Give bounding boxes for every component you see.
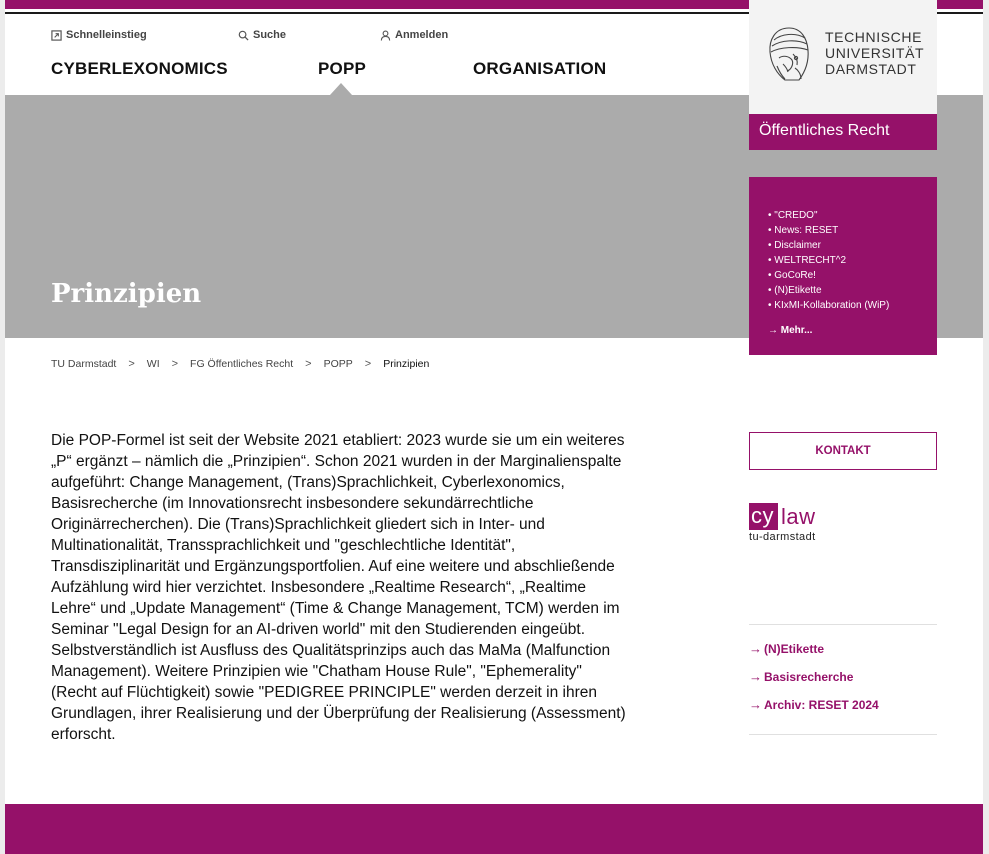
sidebar-links [749, 641, 879, 725]
breadcrumb-separator: > [364, 358, 372, 370]
quick-links-list [768, 208, 937, 313]
footer-bar [5, 804, 983, 854]
breadcrumb-separator: > [171, 358, 179, 370]
tu-logo[interactable] [749, 0, 937, 114]
quick-links-box [749, 177, 937, 355]
breadcrumb-separator: > [128, 358, 135, 370]
arrow-right-icon: → [749, 641, 762, 656]
service-item-label: Suche [253, 29, 287, 41]
breadcrumb [51, 358, 429, 370]
search-icon [238, 30, 249, 41]
cylaw-subtitle: tu-darmstadt [749, 531, 816, 543]
service-item-label: Anmelden [395, 29, 449, 41]
service-item-schnelleinstieg[interactable] [51, 29, 147, 41]
quick-link-kixmi[interactable]: • KIxMI-Kollaboration (WiP) [768, 300, 890, 311]
breadcrumb-item[interactable]: POPP [323, 358, 353, 370]
department-label[interactable]: Öffentliches Recht [749, 114, 937, 150]
quickaccess-icon [51, 30, 62, 41]
service-item-anmelden[interactable] [380, 29, 448, 41]
university-name [825, 29, 924, 77]
arrow-right-icon: → [749, 697, 762, 712]
quick-link-netikette[interactable]: • (N)Etikette [768, 285, 822, 296]
page-title: Prinzipien [51, 279, 202, 309]
sidebar-link-basisrecherche[interactable] [749, 669, 879, 684]
content-paragraph: Die POP-Formel ist seit der Website 2021 etabliert: 2023 wurde sie um ein weiteres „P“ ergänzt – nämlich die „Prinzipien“. Schon 2021 wurden in der Marginalienspalte aufgeführt: Change Management, (Trans)Sprachlichkeit, Cyberlexonomics, Basisrecherche (im Innovationsrecht insbesondere sekundärrechtliche Originärrecherchen). Die (Trans)Sprachlichkeit gliedert sich in Inter- und Multinationalität, Transsprachlichkeit und "geschlechtliche Identität", Transdisziplinarität und Ergänzungsportfolien. Auf eine weitere und abschließende Aufzählung wird hier verzichtet. Insbesondere „Realtime Research“, „Realtime Lehre“ und „Update Management“ (Time & Change Management, TCM) werden im Seminar "Legal Design for an AI-driven world" mit den Studierenden eingeübt. Selbstverständlich ist Ausfluss des Qualitätsprinzips auch das MaMa (Malfunction Management). Weitere Prinzipien wie "Chatham House Rule", "Ephemerality" (Recht auf Flüchtigkeit) sowie "PEDIGREE PRINCIPLE" werden derzeit in ihren Grundlagen, ihrer Realisierung und der Überprüfung der Realisierung (Assessment) erforscht. [51, 432, 626, 743]
sidebar-divider [749, 734, 937, 735]
sidebar-link-label: (N)Etikette [764, 641, 825, 656]
arrow-right-icon: → [749, 669, 762, 684]
sidebar-link-netikette[interactable] [749, 641, 879, 656]
quick-link-weltrecht[interactable]: • WELTRECHT^2 [768, 255, 847, 266]
nav-item-organisation[interactable]: ORGANISATION [473, 59, 607, 78]
university-name-line: DARMSTADT [825, 61, 917, 77]
breadcrumb-item[interactable]: TU Darmstadt [51, 358, 117, 370]
cylaw-cy: cy [749, 503, 778, 530]
cylaw-logo[interactable] [749, 503, 816, 543]
university-name-line: TECHNISCHE [825, 29, 923, 45]
cylaw-law: law [781, 504, 816, 529]
cylaw-mark [749, 503, 816, 530]
nav-item-popp[interactable]: POPP [318, 59, 367, 78]
breadcrumb-separator: > [305, 358, 312, 370]
breadcrumb-current: Prinzipien [383, 358, 430, 370]
sidebar-divider [749, 624, 937, 625]
active-nav-indicator [330, 83, 352, 95]
breadcrumb-item[interactable]: WI [146, 358, 160, 370]
university-name-line: UNIVERSITÄT [825, 45, 925, 61]
service-item-suche[interactable] [238, 29, 286, 41]
sidebar-link-label: Basisrecherche [764, 669, 854, 684]
contact-button[interactable]: KONTAKT [749, 432, 937, 470]
sidebar-link-label: Archiv: RESET 2024 [764, 697, 879, 712]
page [5, 0, 983, 854]
quick-link-disclaimer[interactable]: • Disclaimer [768, 240, 821, 251]
nav-item-cyberlexonomics[interactable]: CYBERLEXONOMICS [51, 59, 228, 78]
more-link[interactable]: → Mehr... [768, 325, 813, 336]
quick-link-gocore[interactable]: • GoCoRe! [768, 270, 816, 281]
service-item-label: Schnelleinstieg [66, 29, 147, 41]
sidebar-link-archiv-reset[interactable] [749, 697, 879, 712]
quick-link-credo[interactable]: • "CREDO" [768, 210, 818, 221]
athene-logo-icon [765, 24, 813, 84]
user-icon [380, 30, 391, 41]
breadcrumb-item[interactable]: FG Öffentliches Recht [190, 358, 294, 370]
quick-link-news-reset[interactable]: • News: RESET [768, 225, 839, 236]
